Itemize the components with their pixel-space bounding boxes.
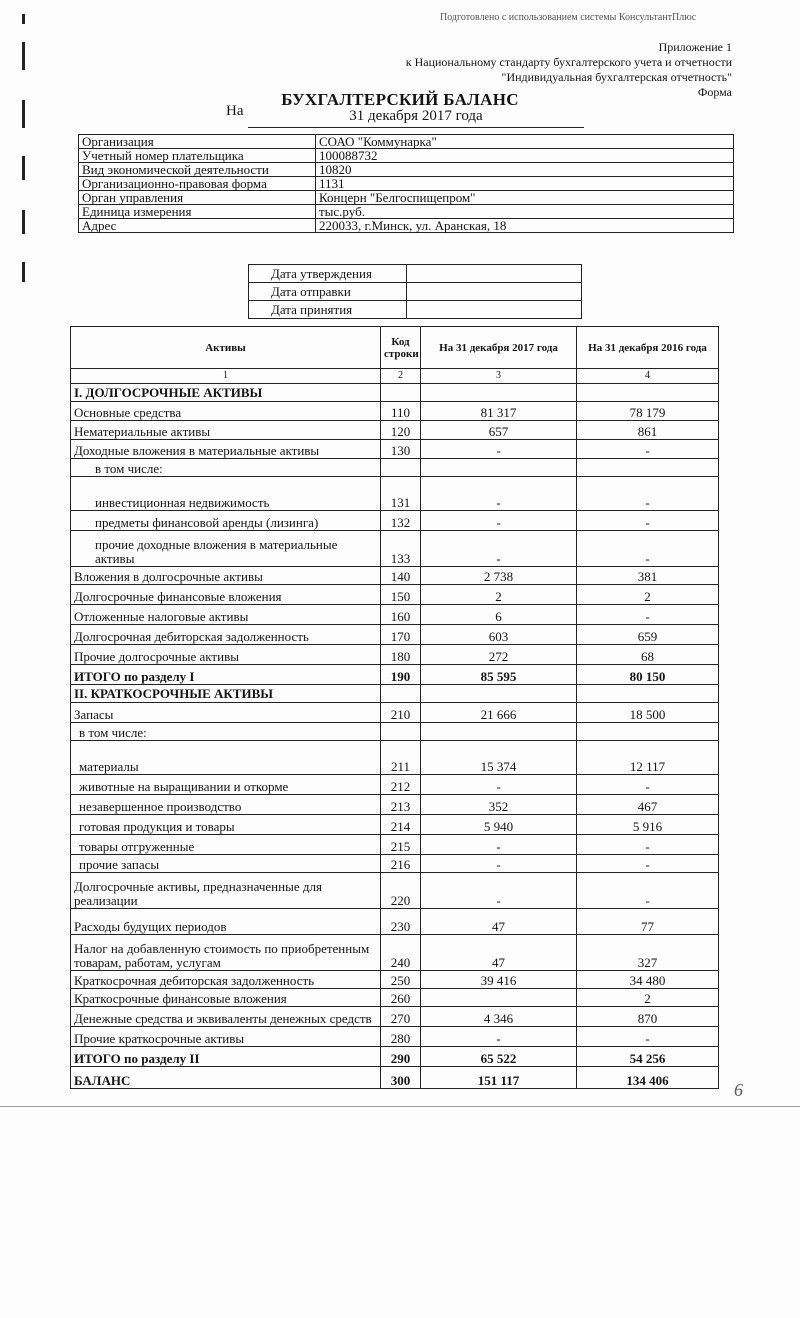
appendix-line: "Индивидуальная бухгалтерская отчетность" (501, 70, 732, 84)
header-2016: На 31 декабря 2016 года (577, 327, 719, 369)
report-date: 31 декабря 2017 года (248, 108, 584, 128)
balance-row-code: 230 (381, 909, 421, 935)
value-2016 (577, 459, 719, 477)
balance-row-name: прочие доходные вложения в материальные активы (71, 531, 381, 567)
balance-row-name: Денежные средства и эквиваленты денежных средств (71, 1007, 381, 1027)
appendix-line: Приложение 1 (658, 40, 732, 54)
value-2017: - (421, 511, 577, 531)
value-2017 (421, 685, 577, 703)
org-info-row (79, 177, 734, 191)
balance-row (71, 567, 719, 585)
value-2017: 65 522 (421, 1047, 577, 1067)
org-info-row (79, 135, 734, 149)
value-2016: 327 (577, 935, 719, 971)
balance-row-code: 212 (381, 775, 421, 795)
value-2016: - (577, 440, 719, 459)
balance-row-code (381, 459, 421, 477)
value-2016: 12 117 (577, 741, 719, 775)
value-2016: - (577, 531, 719, 567)
value-2016: 2 (577, 585, 719, 605)
column-number: 3 (421, 369, 577, 384)
balance-row-code: 133 (381, 531, 421, 567)
org-info-row (79, 149, 734, 163)
value-2016 (577, 384, 719, 402)
balance-row-name: материалы (71, 741, 381, 775)
balance-row (71, 402, 719, 421)
scan-mark (22, 210, 25, 234)
balance-row-name: Прочие долгосрочные активы (71, 645, 381, 665)
appendix-line: Форма (697, 85, 732, 99)
source-note: Подготовлено с использованием системы КонсультантПлюс (440, 12, 697, 23)
value-2017: 2 (421, 585, 577, 605)
column-number: 4 (577, 369, 719, 384)
value-2017: 21 666 (421, 703, 577, 723)
balance-row-name: в том числе: (71, 459, 381, 477)
balance-row (71, 703, 719, 723)
balance-row (71, 989, 719, 1007)
org-info-value: 10820 (316, 163, 734, 177)
value-2017 (421, 723, 577, 741)
balance-row-name: ИТОГО по разделу II (71, 1047, 381, 1067)
balance-row-name: II. КРАТКОСРОЧНЫЕ АКТИВЫ (71, 685, 381, 703)
balance-row-code: 210 (381, 703, 421, 723)
value-2017 (421, 384, 577, 402)
value-2016: - (577, 855, 719, 873)
balance-row (71, 835, 719, 855)
balance-row-code: 132 (381, 511, 421, 531)
balance-row (71, 909, 719, 935)
balance-row-name: Запасы (71, 703, 381, 723)
balance-row (71, 873, 719, 909)
value-2016 (577, 685, 719, 703)
balance-row-name: Прочие краткосрочные активы (71, 1027, 381, 1047)
column-number: 1 (71, 369, 381, 384)
date-row (249, 301, 582, 319)
balance-row (71, 585, 719, 605)
date-label: Дата отправки (249, 283, 407, 301)
value-2017: 151 117 (421, 1067, 577, 1089)
value-2016: 5 916 (577, 815, 719, 835)
org-info-label: Единица измерения (79, 205, 316, 219)
balance-row (71, 855, 719, 873)
balance-row-code: 260 (381, 989, 421, 1007)
scan-mark (22, 156, 25, 180)
balance-row-name: Налог на добавленную стоимость по приобретенным товарам, работам, услугам (71, 935, 381, 971)
date-value (407, 301, 582, 319)
dates-table (248, 264, 582, 319)
balance-row-name: Основные средства (71, 402, 381, 421)
value-2016: 68 (577, 645, 719, 665)
balance-row-code: 110 (381, 402, 421, 421)
balance-row-name: прочие запасы (71, 855, 381, 873)
balance-row-code: 131 (381, 477, 421, 511)
date-value (407, 265, 582, 283)
balance-table (70, 326, 719, 1089)
org-info-label: Адрес (79, 219, 316, 233)
balance-row-code: 170 (381, 625, 421, 645)
value-2017: 47 (421, 909, 577, 935)
balance-row (71, 935, 719, 971)
balance-row-name: Краткосрочная дебиторская задолженность (71, 971, 381, 989)
value-2017: 2 738 (421, 567, 577, 585)
value-2017: 6 (421, 605, 577, 625)
balance-row (71, 477, 719, 511)
balance-row-code: 190 (381, 665, 421, 685)
balance-row (71, 384, 719, 402)
org-info-label: Организационно-правовая форма (79, 177, 316, 191)
document-title: БУХГАЛТЕРСКИЙ БАЛАНС (281, 90, 519, 109)
balance-row (71, 775, 719, 795)
balance-row-code: 150 (381, 585, 421, 605)
value-2017: 5 940 (421, 815, 577, 835)
value-2016: - (577, 511, 719, 531)
balance-row (71, 1067, 719, 1089)
value-2016: 861 (577, 421, 719, 440)
value-2017: 657 (421, 421, 577, 440)
value-2017: 81 317 (421, 402, 577, 421)
balance-row-code: 160 (381, 605, 421, 625)
scan-mark (22, 42, 25, 70)
balance-row-code: 211 (381, 741, 421, 775)
org-info-value: 100088732 (316, 149, 734, 163)
balance-row-code: 180 (381, 645, 421, 665)
balance-row (71, 645, 719, 665)
value-2016: 54 256 (577, 1047, 719, 1067)
balance-row-name: незавершенное производство (71, 795, 381, 815)
balance-row-code: 300 (381, 1067, 421, 1089)
value-2017: - (421, 531, 577, 567)
org-info-value: тыс.руб. (316, 205, 734, 219)
balance-row (71, 1047, 719, 1067)
balance-row-name: Долгосрочные активы, предназначенные для реализации (71, 873, 381, 909)
value-2017: - (421, 440, 577, 459)
org-info-label: Орган управления (79, 191, 316, 205)
value-2017: 352 (421, 795, 577, 815)
org-info-row (79, 205, 734, 219)
balance-row-code: 120 (381, 421, 421, 440)
balance-row (71, 685, 719, 703)
balance-row (71, 605, 719, 625)
value-2016: 78 179 (577, 402, 719, 421)
value-2017: - (421, 1027, 577, 1047)
org-info-label: Учетный номер плательщика (79, 149, 316, 163)
org-info-value: Концерн "Белгоспищепром" (316, 191, 734, 205)
org-info-label: Организация (79, 135, 316, 149)
balance-row-name: товары отгруженные (71, 835, 381, 855)
value-2016: - (577, 477, 719, 511)
value-2016: 381 (577, 567, 719, 585)
balance-row (71, 1027, 719, 1047)
value-2017: 85 595 (421, 665, 577, 685)
date-row (249, 283, 582, 301)
balance-row (71, 421, 719, 440)
value-2017: - (421, 873, 577, 909)
value-2016: 2 (577, 989, 719, 1007)
balance-row-name: в том числе: (71, 723, 381, 741)
value-2017: - (421, 835, 577, 855)
balance-row-name: Отложенные налоговые активы (71, 605, 381, 625)
value-2017: 272 (421, 645, 577, 665)
org-info-row (79, 219, 734, 233)
value-2016: 77 (577, 909, 719, 935)
scan-mark (22, 14, 25, 24)
balance-row-code: 130 (381, 440, 421, 459)
appendix-line: к Национальному стандарту бухгалтерского учета и отчетности (405, 55, 732, 69)
org-info-row (79, 191, 734, 205)
value-2017: - (421, 775, 577, 795)
org-info-label: Вид экономической деятельности (79, 163, 316, 177)
value-2016: 134 406 (577, 1067, 719, 1089)
header-code: Код строки (381, 327, 421, 369)
balance-row (71, 459, 719, 477)
date-value (407, 283, 582, 301)
handwritten-page-number: 6 (734, 1080, 743, 1100)
header-2017: На 31 декабря 2017 года (421, 327, 577, 369)
scan-mark (22, 262, 25, 282)
value-2016: 18 500 (577, 703, 719, 723)
header-assets: Активы (71, 327, 381, 369)
balance-row-code (381, 384, 421, 402)
balance-row (71, 971, 719, 989)
value-2016: 659 (577, 625, 719, 645)
balance-row-name: Расходы будущих периодов (71, 909, 381, 935)
date-row (249, 265, 582, 283)
balance-row (71, 531, 719, 567)
on-label: На (226, 103, 244, 119)
balance-row-code: 213 (381, 795, 421, 815)
balance-row (71, 1007, 719, 1027)
value-2017 (421, 459, 577, 477)
balance-row-code: 215 (381, 835, 421, 855)
org-info-value: 1131 (316, 177, 734, 191)
value-2017: - (421, 855, 577, 873)
value-2017: 15 374 (421, 741, 577, 775)
date-label: Дата принятия (249, 301, 407, 319)
balance-row-code: 140 (381, 567, 421, 585)
value-2017 (421, 989, 577, 1007)
value-2016: 80 150 (577, 665, 719, 685)
balance-row-code: 250 (381, 971, 421, 989)
balance-row-name: БАЛАНС (71, 1067, 381, 1089)
page-edge (0, 1106, 800, 1107)
balance-row-name: Вложения в долгосрочные активы (71, 567, 381, 585)
balance-row (71, 665, 719, 685)
balance-row (71, 625, 719, 645)
column-number: 2 (381, 369, 421, 384)
balance-row-code: 240 (381, 935, 421, 971)
value-2016: - (577, 873, 719, 909)
balance-row-name: предметы финансовой аренды (лизинга) (71, 511, 381, 531)
balance-row-code: 290 (381, 1047, 421, 1067)
balance-row (71, 723, 719, 741)
value-2017: 47 (421, 935, 577, 971)
org-info-value: СОАО "Коммунарка" (316, 135, 734, 149)
value-2017: 4 346 (421, 1007, 577, 1027)
organization-info-table (78, 134, 734, 233)
value-2017: - (421, 477, 577, 511)
balance-row-name: Краткосрочные финансовые вложения (71, 989, 381, 1007)
balance-row (71, 440, 719, 459)
balance-row-code (381, 723, 421, 741)
org-info-row (79, 163, 734, 177)
balance-row-name: животные на выращивании и откорме (71, 775, 381, 795)
balance-row-name: готовая продукция и товары (71, 815, 381, 835)
balance-row-name: ИТОГО по разделу I (71, 665, 381, 685)
value-2016: 34 480 (577, 971, 719, 989)
balance-row-name: Долгосрочные финансовые вложения (71, 585, 381, 605)
balance-row-code: 270 (381, 1007, 421, 1027)
value-2016: - (577, 835, 719, 855)
value-2016: - (577, 605, 719, 625)
value-2016: - (577, 775, 719, 795)
balance-row-name: I. ДОЛГОСРОЧНЫЕ АКТИВЫ (71, 384, 381, 402)
balance-row-code: 280 (381, 1027, 421, 1047)
balance-row-name: инвестиционная недвижимость (71, 477, 381, 511)
value-2016: 467 (577, 795, 719, 815)
balance-row-name: Долгосрочная дебиторская задолженность (71, 625, 381, 645)
value-2016: - (577, 1027, 719, 1047)
balance-row-code: 216 (381, 855, 421, 873)
balance-row (71, 795, 719, 815)
balance-row-code: 220 (381, 873, 421, 909)
value-2017: 39 416 (421, 971, 577, 989)
date-label: Дата утверждения (249, 265, 407, 283)
balance-row-name: Доходные вложения в материальные активы (71, 440, 381, 459)
balance-row-name: Нематериальные активы (71, 421, 381, 440)
balance-row (71, 511, 719, 531)
org-info-value: 220033, г.Минск, ул. Аранская, 18 (316, 219, 734, 233)
balance-row (71, 815, 719, 835)
balance-row (71, 741, 719, 775)
value-2016: 870 (577, 1007, 719, 1027)
value-2017: 603 (421, 625, 577, 645)
value-2016 (577, 723, 719, 741)
balance-row-code: 214 (381, 815, 421, 835)
balance-row-code (381, 685, 421, 703)
